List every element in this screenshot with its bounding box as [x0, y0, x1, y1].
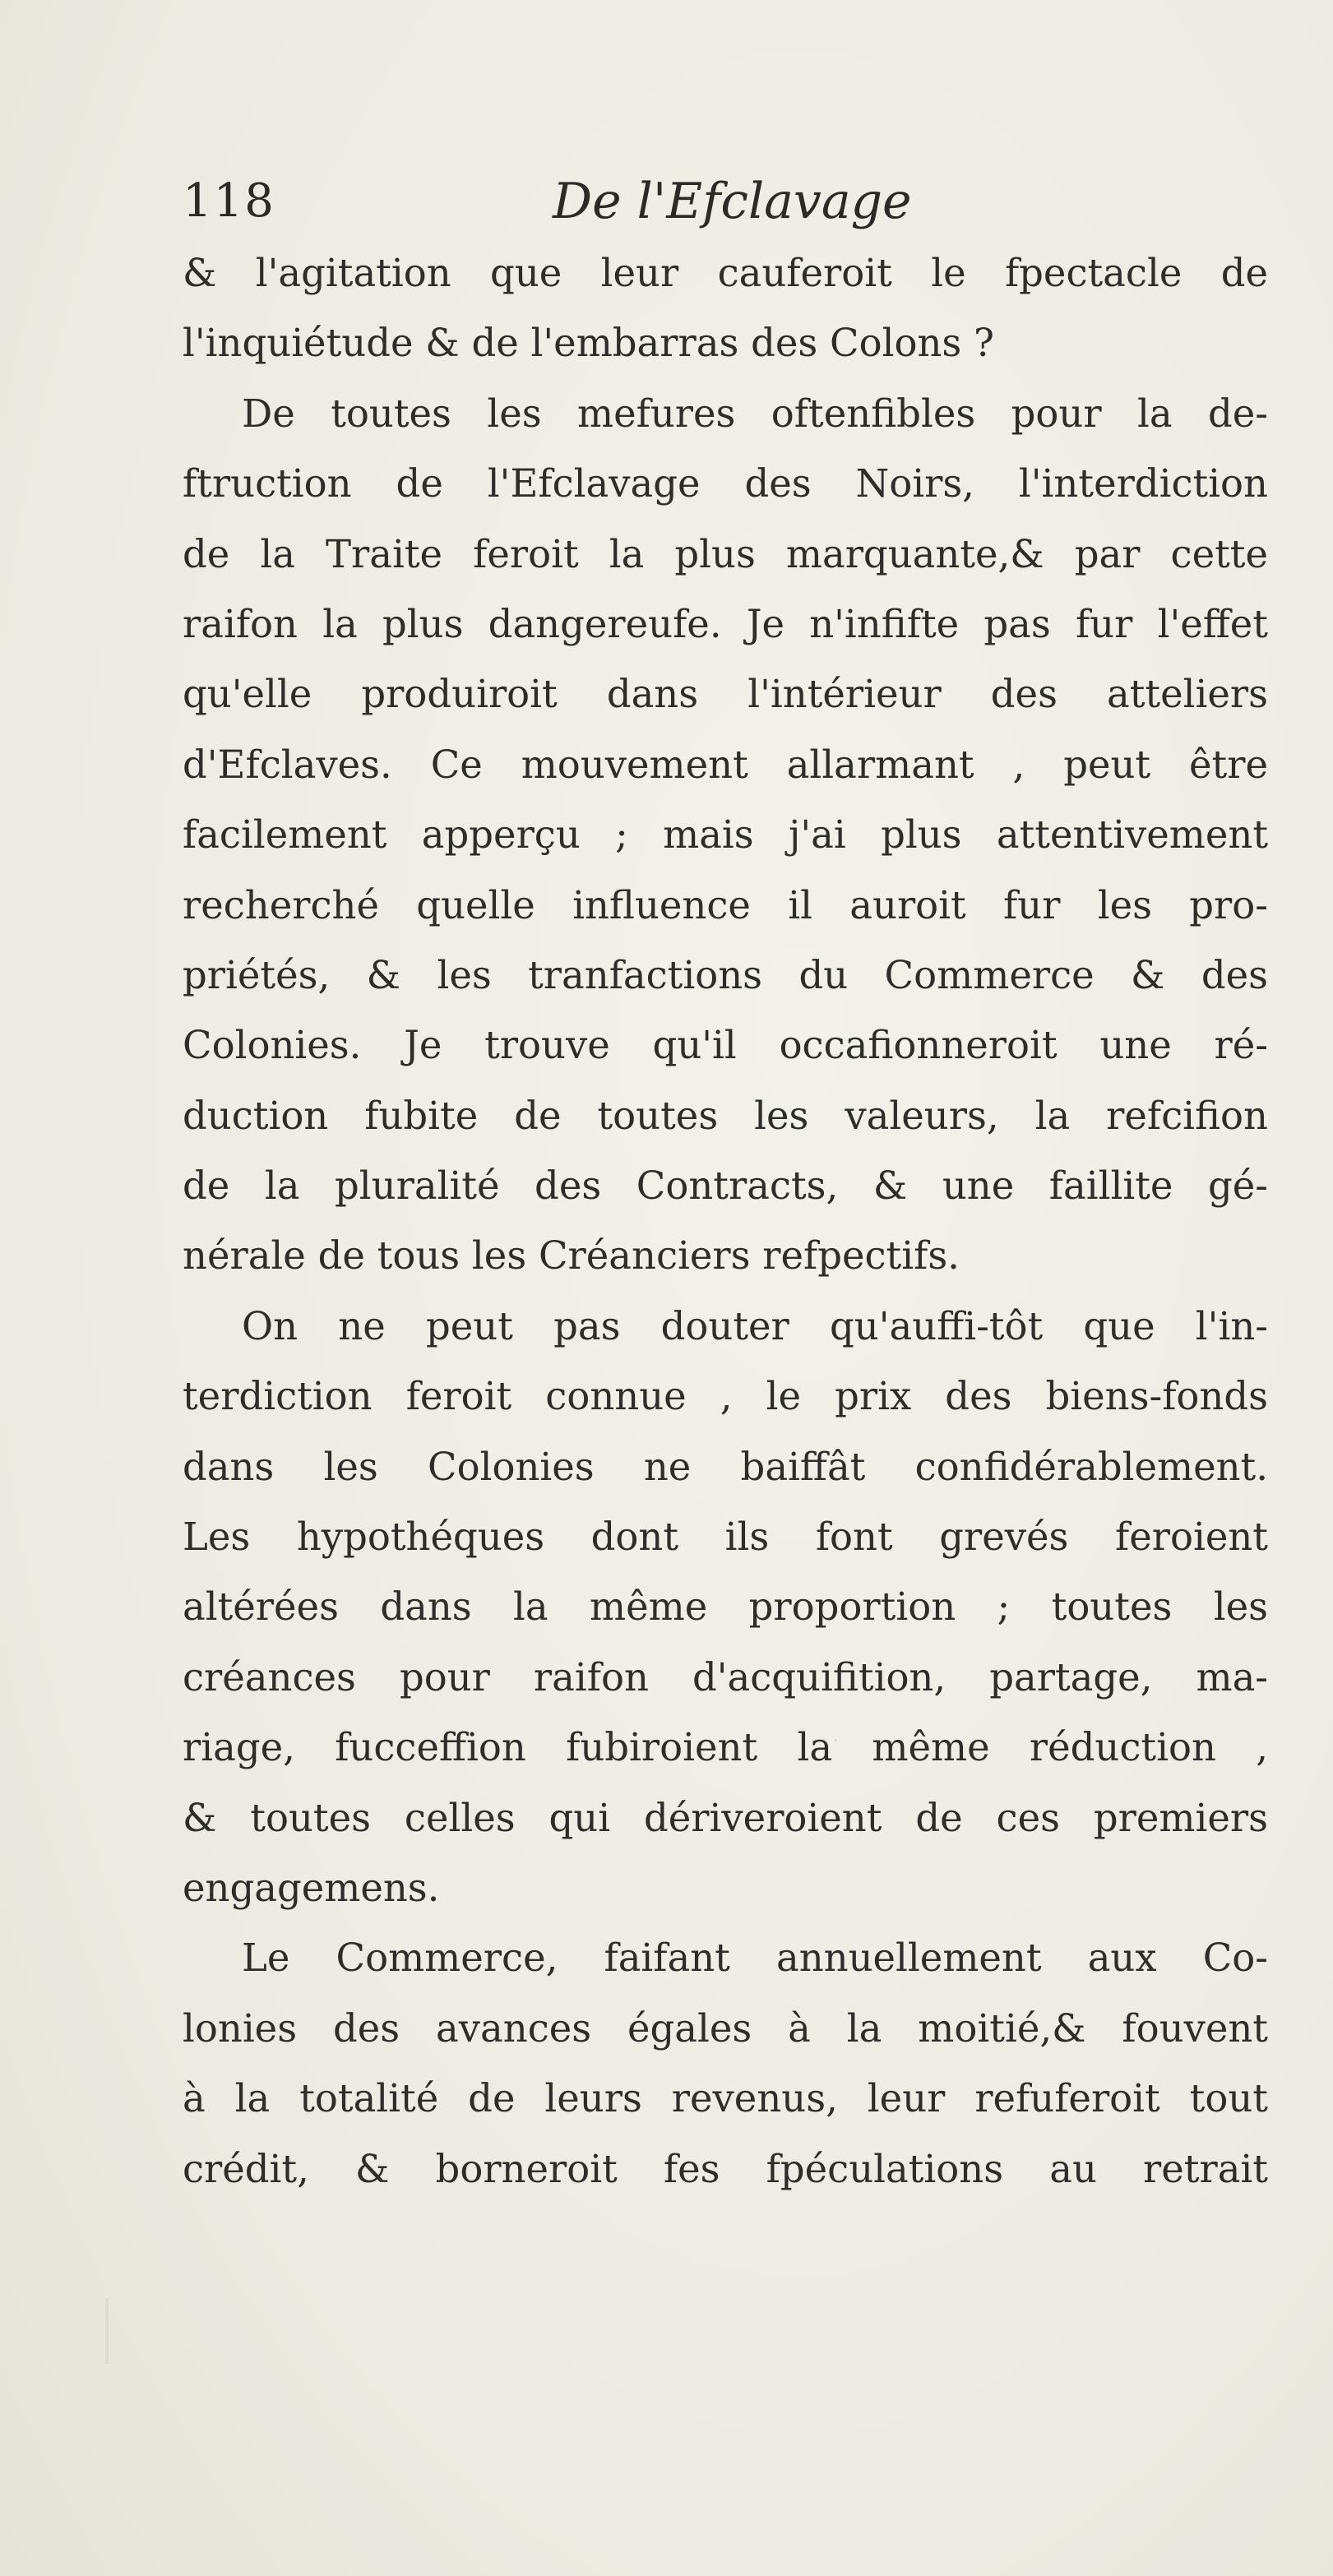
text-line: & toutes celles qui dériveroient de ces premiers: [183, 1795, 1268, 1840]
text-line: nérale de tous les Créanciers refpectifs.: [183, 1233, 960, 1279]
text-line: terdiction feroit connue , le prix des biens-fonds: [183, 1374, 1268, 1419]
text-line: Le Commerce, faifant annuellement aux Co-: [242, 1935, 1268, 1981]
text-line: de la pluralité des Contracts, & une faillite gé-: [183, 1163, 1268, 1209]
text-line: De toutes les mefures oftenfibles pour la de-: [242, 391, 1268, 436]
running-title: De l'Efclavage: [553, 173, 912, 230]
text-line: crédit, & borneroit fes fpéculations au retrait: [183, 2146, 1268, 2191]
text-line: priétés, & les tranfactions du Commerce & des: [183, 952, 1268, 997]
page-number: 118: [183, 174, 275, 228]
text-line: Colonies. Je trouve qu'il occafionneroit une ré-: [183, 1023, 1268, 1068]
text-line: raifon la plus dangereufe. Je n'infifte pas fur l'effet: [183, 601, 1268, 646]
text-line: altérées dans la même proportion ; toutes les: [183, 1584, 1268, 1630]
text-line: recherché quelle influence il auroit fur les pro-: [183, 882, 1268, 927]
text-line: duction fubite de toutes les valeurs, la refcifion: [183, 1093, 1268, 1138]
text-line: lonies des avances égales à la moitié,& fouvent: [183, 2005, 1268, 2051]
page-header: [183, 164, 1268, 238]
text-line: dans les Colonies ne baiffât confidérablement.: [183, 1444, 1268, 1489]
text-line: de la Traite feroit la plus marquante,& par cette: [183, 531, 1268, 576]
text-line: l'inquiétude & de l'embarras des Colons ?: [183, 321, 994, 366]
text-line: d'Efclaves. Ce mouvement allarmant , peut être: [183, 742, 1268, 787]
body-text: [183, 238, 1268, 2204]
text-line: engagemens.: [183, 1865, 440, 1910]
text-line: facilement apperçu ; mais j'ai plus attentivement: [183, 812, 1268, 858]
text-line: à la totalité de leurs revenus, leur refuferoit tout: [183, 2076, 1268, 2121]
text-line: ftruction de l'Efclavage des Noirs, l'interdiction: [183, 461, 1268, 506]
paper-smudge: [105, 2298, 109, 2364]
text-line: On ne peut pas douter qu'auffi-tôt que l'in-: [242, 1303, 1268, 1348]
text-line: créances pour raifon d'acquifition, partage, ma-: [183, 1654, 1268, 1700]
text-line: qu'elle produiroit dans l'intérieur des atteliers: [183, 672, 1268, 717]
text-line: & l'agitation que leur cauferoit le fpectacle de: [183, 251, 1268, 295]
text-line: riage, fucceffion fubiroient la même réduction ,: [183, 1725, 1268, 1770]
text-line: Les hypothéques dont ils font grevés feroient: [183, 1515, 1268, 1560]
